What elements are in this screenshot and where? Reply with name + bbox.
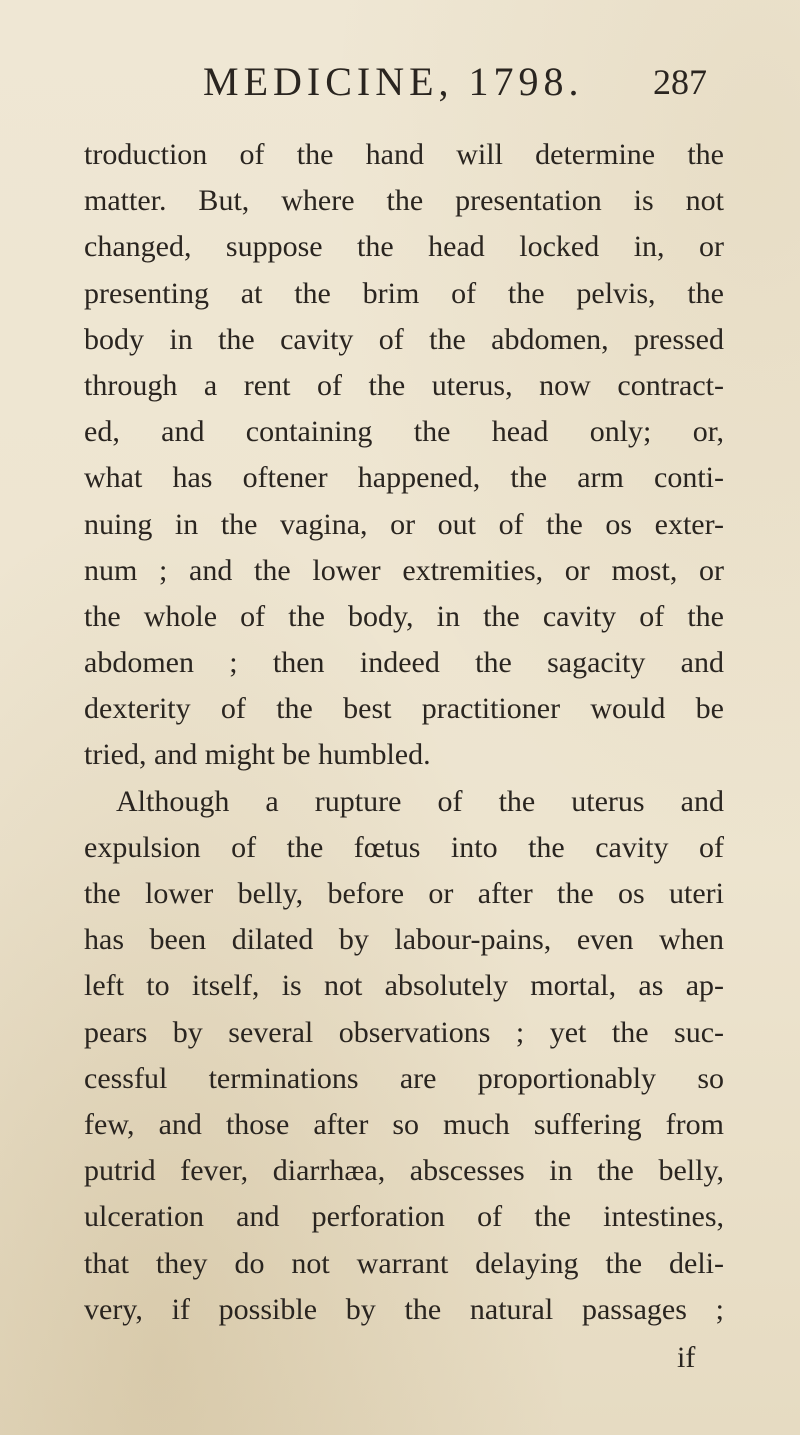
page-number: 287 bbox=[653, 62, 707, 102]
text-line: dexterity of the best practitioner would be bbox=[84, 692, 724, 726]
text-line: left to itself, is not absolutely mortal, as ap- bbox=[84, 969, 724, 1003]
catchword: if bbox=[677, 1341, 696, 1374]
text-line: through a rent of the uterus, now contract- bbox=[84, 368, 724, 402]
text-line: body in the cavity of the abdomen, pressed bbox=[84, 322, 724, 356]
text-line: troduction of the hand will determine the bbox=[84, 138, 724, 171]
text-line: abdomen ; then indeed the sagacity and bbox=[84, 646, 724, 680]
text-line: ed, and containing the head only; or, bbox=[84, 415, 724, 449]
paragraph-start-line: Although a rupture of the uterus and bbox=[116, 784, 724, 818]
text-line: ulceration and perforation of the intestines, bbox=[84, 1200, 724, 1234]
text-line: nuing in the vagina, or out of the os exter- bbox=[84, 507, 724, 541]
running-head bbox=[0, 58, 800, 106]
text-line: has been dilated by labour-pains, even when bbox=[84, 923, 724, 957]
text-line: the whole of the body, in the cavity of the bbox=[84, 599, 724, 633]
body-text bbox=[84, 132, 724, 1333]
text-line: what has oftener happened, the arm conti- bbox=[84, 461, 724, 495]
text-line: few, and those after so much suffering from bbox=[84, 1107, 724, 1141]
running-head-title: MEDICINE, 1798. bbox=[203, 59, 584, 104]
text-line: tried, and might be humbled. bbox=[84, 738, 431, 772]
text-line: changed, suppose the head locked in, or bbox=[84, 230, 724, 264]
text-line: pears by several observations ; yet the suc- bbox=[84, 1015, 724, 1049]
text-line: putrid fever, diarrhæa, abscesses in the belly, bbox=[84, 1154, 724, 1188]
text-line: num ; and the lower extremities, or most, or bbox=[84, 553, 724, 587]
text-line: matter. But, where the presentation is not bbox=[84, 184, 724, 218]
text-line: presenting at the brim of the pelvis, the bbox=[84, 276, 724, 310]
text-line: cessful terminations are proportionably so bbox=[84, 1061, 724, 1095]
text-line: the lower belly, before or after the os uteri bbox=[84, 877, 724, 910]
text-line: expulsion of the fœtus into the cavity of bbox=[84, 830, 724, 864]
text-line: that they do not warrant delaying the deli- bbox=[84, 1246, 724, 1280]
text-line: very, if possible by the natural passages ; bbox=[84, 1292, 724, 1326]
